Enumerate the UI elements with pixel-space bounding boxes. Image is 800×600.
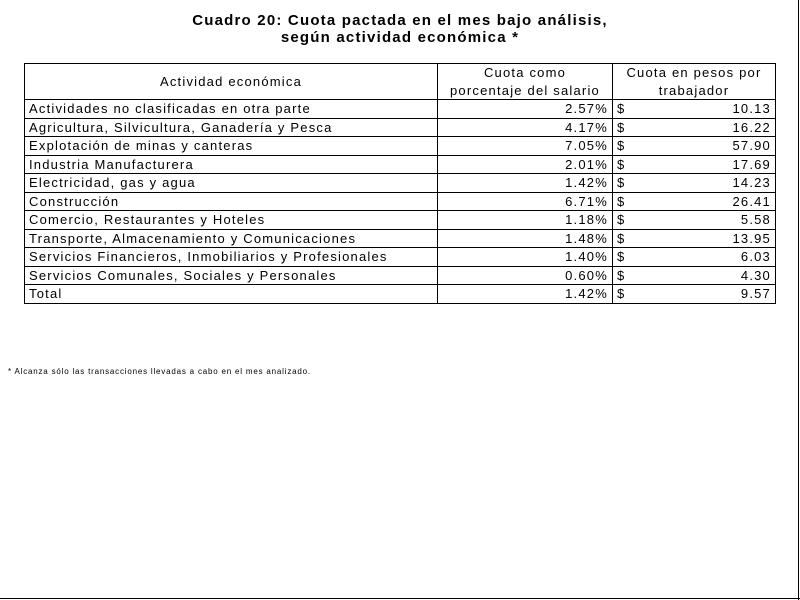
cell-actividad: Total	[25, 285, 438, 304]
table-row	[25, 100, 776, 119]
currency-symbol: $	[617, 193, 626, 209]
cell-porcentaje: 1.40%	[438, 248, 613, 267]
table-row	[25, 211, 776, 230]
cell-pesos	[613, 118, 776, 137]
table-row	[25, 229, 776, 248]
title-line-2: según actividad económica *	[280, 29, 520, 46]
currency-symbol: $	[617, 286, 626, 302]
amount-value: 10.13	[732, 101, 771, 117]
cell-pesos	[613, 100, 776, 119]
table-body	[25, 100, 776, 304]
currency-symbol: $	[617, 249, 626, 265]
amount-value: 17.69	[732, 156, 771, 172]
cell-pesos	[613, 174, 776, 193]
table-row	[25, 192, 776, 211]
cell-actividad: Actividades no clasificadas en otra parte	[25, 100, 438, 119]
currency-symbol: $	[617, 212, 626, 228]
amount-value: 26.41	[732, 193, 771, 209]
cell-actividad: Agricultura, Silvicultura, Ganadería y Pesca	[25, 118, 438, 137]
amount-value: 13.95	[732, 230, 771, 246]
header-porcentaje-line1: Cuota como	[438, 64, 613, 82]
table-row	[25, 285, 776, 304]
table-row	[25, 248, 776, 267]
cell-pesos	[613, 155, 776, 174]
currency-symbol: $	[617, 101, 626, 117]
table-row	[25, 155, 776, 174]
amount-value: 57.90	[732, 138, 771, 154]
cell-pesos	[613, 192, 776, 211]
currency-symbol: $	[617, 230, 626, 246]
header-actividad: Actividad económica	[25, 64, 438, 100]
cell-actividad: Servicios Financieros, Inmobiliarios y Profesionales	[25, 248, 438, 267]
cell-porcentaje: 4.17%	[438, 118, 613, 137]
currency-symbol: $	[617, 119, 626, 135]
table-row	[25, 174, 776, 193]
cell-actividad: Electricidad, gas y agua	[25, 174, 438, 193]
currency-symbol: $	[617, 267, 626, 283]
currency-symbol: $	[617, 156, 626, 172]
cell-pesos	[613, 137, 776, 156]
cell-porcentaje: 1.48%	[438, 229, 613, 248]
cell-pesos	[613, 229, 776, 248]
cell-actividad: Servicios Comunales, Sociales y Personales	[25, 266, 438, 285]
currency-symbol: $	[617, 138, 626, 154]
cell-actividad: Construcción	[25, 192, 438, 211]
cell-porcentaje: 7.05%	[438, 137, 613, 156]
currency-symbol: $	[617, 175, 626, 191]
cell-porcentaje: 1.42%	[438, 174, 613, 193]
amount-value: 14.23	[732, 175, 771, 191]
table-row	[25, 118, 776, 137]
document-title	[0, 12, 800, 46]
table-header-row	[25, 64, 776, 82]
cell-pesos	[613, 266, 776, 285]
table-row	[25, 137, 776, 156]
amount-value: 9.57	[740, 286, 771, 302]
cell-actividad: Explotación de minas y canteras	[25, 137, 438, 156]
footnote: * Alcanza sólo las transacciones llevadas a cabo en el mes analizado.	[8, 367, 311, 376]
cell-actividad: Comercio, Restaurantes y Hoteles	[25, 211, 438, 230]
data-table	[24, 63, 776, 304]
cell-porcentaje: 6.71%	[438, 192, 613, 211]
cell-pesos	[613, 285, 776, 304]
cell-pesos	[613, 211, 776, 230]
cell-porcentaje: 1.18%	[438, 211, 613, 230]
amount-value: 5.58	[740, 212, 771, 228]
header-porcentaje-line2: porcentaje del salario	[438, 82, 613, 100]
amount-value: 4.30	[740, 267, 771, 283]
cell-porcentaje: 2.57%	[438, 100, 613, 119]
page-border-bottom	[0, 598, 800, 599]
cell-actividad: Industria Manufacturera	[25, 155, 438, 174]
cell-actividad: Transporte, Almacenamiento y Comunicaciones	[25, 229, 438, 248]
amount-value: 16.22	[732, 119, 771, 135]
amount-value: 6.03	[740, 249, 771, 265]
header-pesos-line2: trabajador	[613, 82, 776, 100]
cell-porcentaje: 1.42%	[438, 285, 613, 304]
cell-porcentaje: 0.60%	[438, 266, 613, 285]
table-row	[25, 266, 776, 285]
cell-porcentaje: 2.01%	[438, 155, 613, 174]
cell-pesos	[613, 248, 776, 267]
page-border-right	[798, 0, 799, 600]
title-line-1: Cuadro 20: Cuota pactada en el mes bajo análisis,	[192, 12, 608, 29]
header-pesos-line1: Cuota en pesos por	[613, 64, 776, 82]
